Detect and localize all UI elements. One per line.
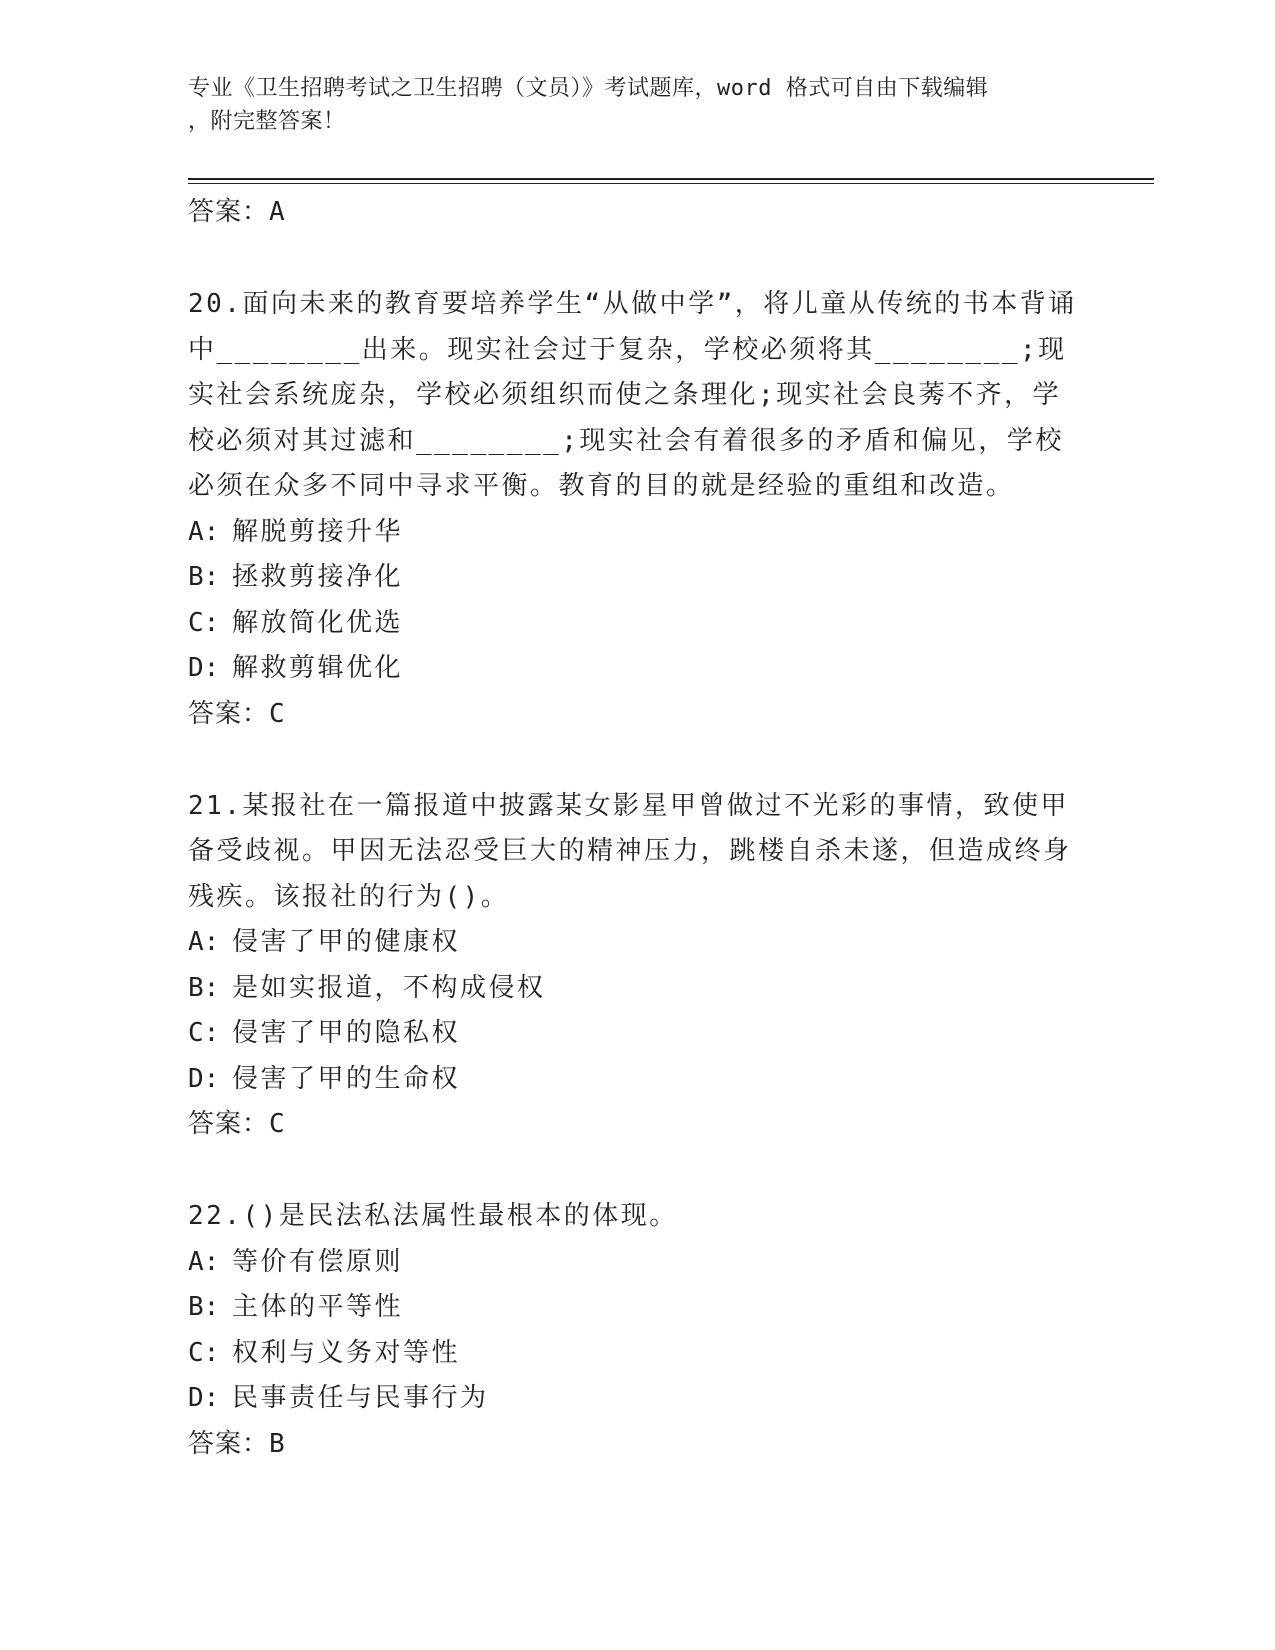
- option-b: [188, 966, 1088, 1012]
- header-divider-thin: [188, 183, 1154, 184]
- question-22: [188, 1194, 1088, 1466]
- header-line-2: ，附完整答案！: [188, 109, 346, 134]
- option-text: 拯救剪接净化: [232, 562, 404, 592]
- option-a: [188, 1240, 1088, 1286]
- option-d: [188, 1057, 1088, 1103]
- question-21: [188, 784, 1088, 1147]
- option-letter: B:: [188, 1292, 220, 1322]
- option-text: 等价有偿原则: [232, 1246, 404, 1277]
- question-stem: 20.面向未来的教育要培养学生“从做中学”，将儿童从传统的书本背诵中________出来。现实社会过于复杂，学校必须将其________;现实社会系统庞杂，学校必须组织而使之条理化;现实社会良莠不齐，学校必须对其过滤和________;现实社会有着很多的矛盾和偏见，学校必须在众多不同中寻求平衡。教育的目的就是经验的重组和改造。: [188, 289, 1077, 501]
- question-20: [188, 282, 1088, 736]
- header-line-1: 专业《卫生招聘考试之卫生招聘（文员）》考试题库，word 格式可自由下载编辑: [188, 76, 989, 101]
- option-text: 解放简化优选: [232, 607, 404, 638]
- option-b: [188, 1285, 1088, 1331]
- option-text: 解脱剪接升华: [232, 516, 404, 547]
- option-text: 主体的平等性: [232, 1292, 404, 1322]
- option-letter: A:: [188, 1246, 220, 1277]
- option-letter: C:: [188, 1337, 220, 1368]
- option-c: [188, 1331, 1088, 1377]
- option-b: [188, 555, 1088, 601]
- option-text: 权利与义务对等性: [232, 1337, 461, 1368]
- option-a: [188, 510, 1088, 556]
- option-letter: A:: [188, 927, 220, 957]
- option-text: 侵害了甲的健康权: [232, 927, 461, 957]
- option-text: 侵害了甲的隐私权: [232, 1018, 461, 1048]
- option-letter: A:: [188, 516, 220, 547]
- option-text: 是如实报道，不构成侵权: [232, 972, 546, 1003]
- question-stem: 21.某报社在一篇报道中披露某女影星甲曾做过不光彩的事情，致使甲备受歧视。甲因无法忍受巨大的精神压力，跳楼自杀未遂，但造成终身残疾。该报社的行为()。: [188, 790, 1072, 912]
- option-text: 民事责任与民事行为: [232, 1383, 489, 1413]
- option-c: [188, 1011, 1088, 1057]
- answer: 答案：B: [188, 1428, 286, 1459]
- option-c: [188, 601, 1088, 647]
- option-d: [188, 646, 1088, 692]
- previous-answer: 答案：A: [188, 197, 286, 227]
- question-list: [188, 190, 1088, 1466]
- answer: 答案：C: [188, 698, 286, 729]
- answer: 答案：C: [188, 1109, 286, 1139]
- option-a: [188, 920, 1088, 966]
- option-text: 侵害了甲的生命权: [232, 1063, 461, 1094]
- option-letter: B:: [188, 972, 220, 1003]
- option-letter: D:: [188, 1383, 220, 1413]
- question-stem: 22.()是民法私法属性最根本的体现。: [188, 1201, 678, 1231]
- option-d: [188, 1376, 1088, 1422]
- option-letter: C:: [188, 1018, 220, 1048]
- header-divider-thick: [188, 178, 1154, 180]
- option-text: 解救剪辑优化: [232, 653, 404, 683]
- option-letter: D:: [188, 653, 220, 683]
- option-letter: D:: [188, 1063, 220, 1094]
- option-letter: B:: [188, 562, 220, 592]
- document-header: [188, 72, 1068, 138]
- option-letter: C:: [188, 607, 220, 638]
